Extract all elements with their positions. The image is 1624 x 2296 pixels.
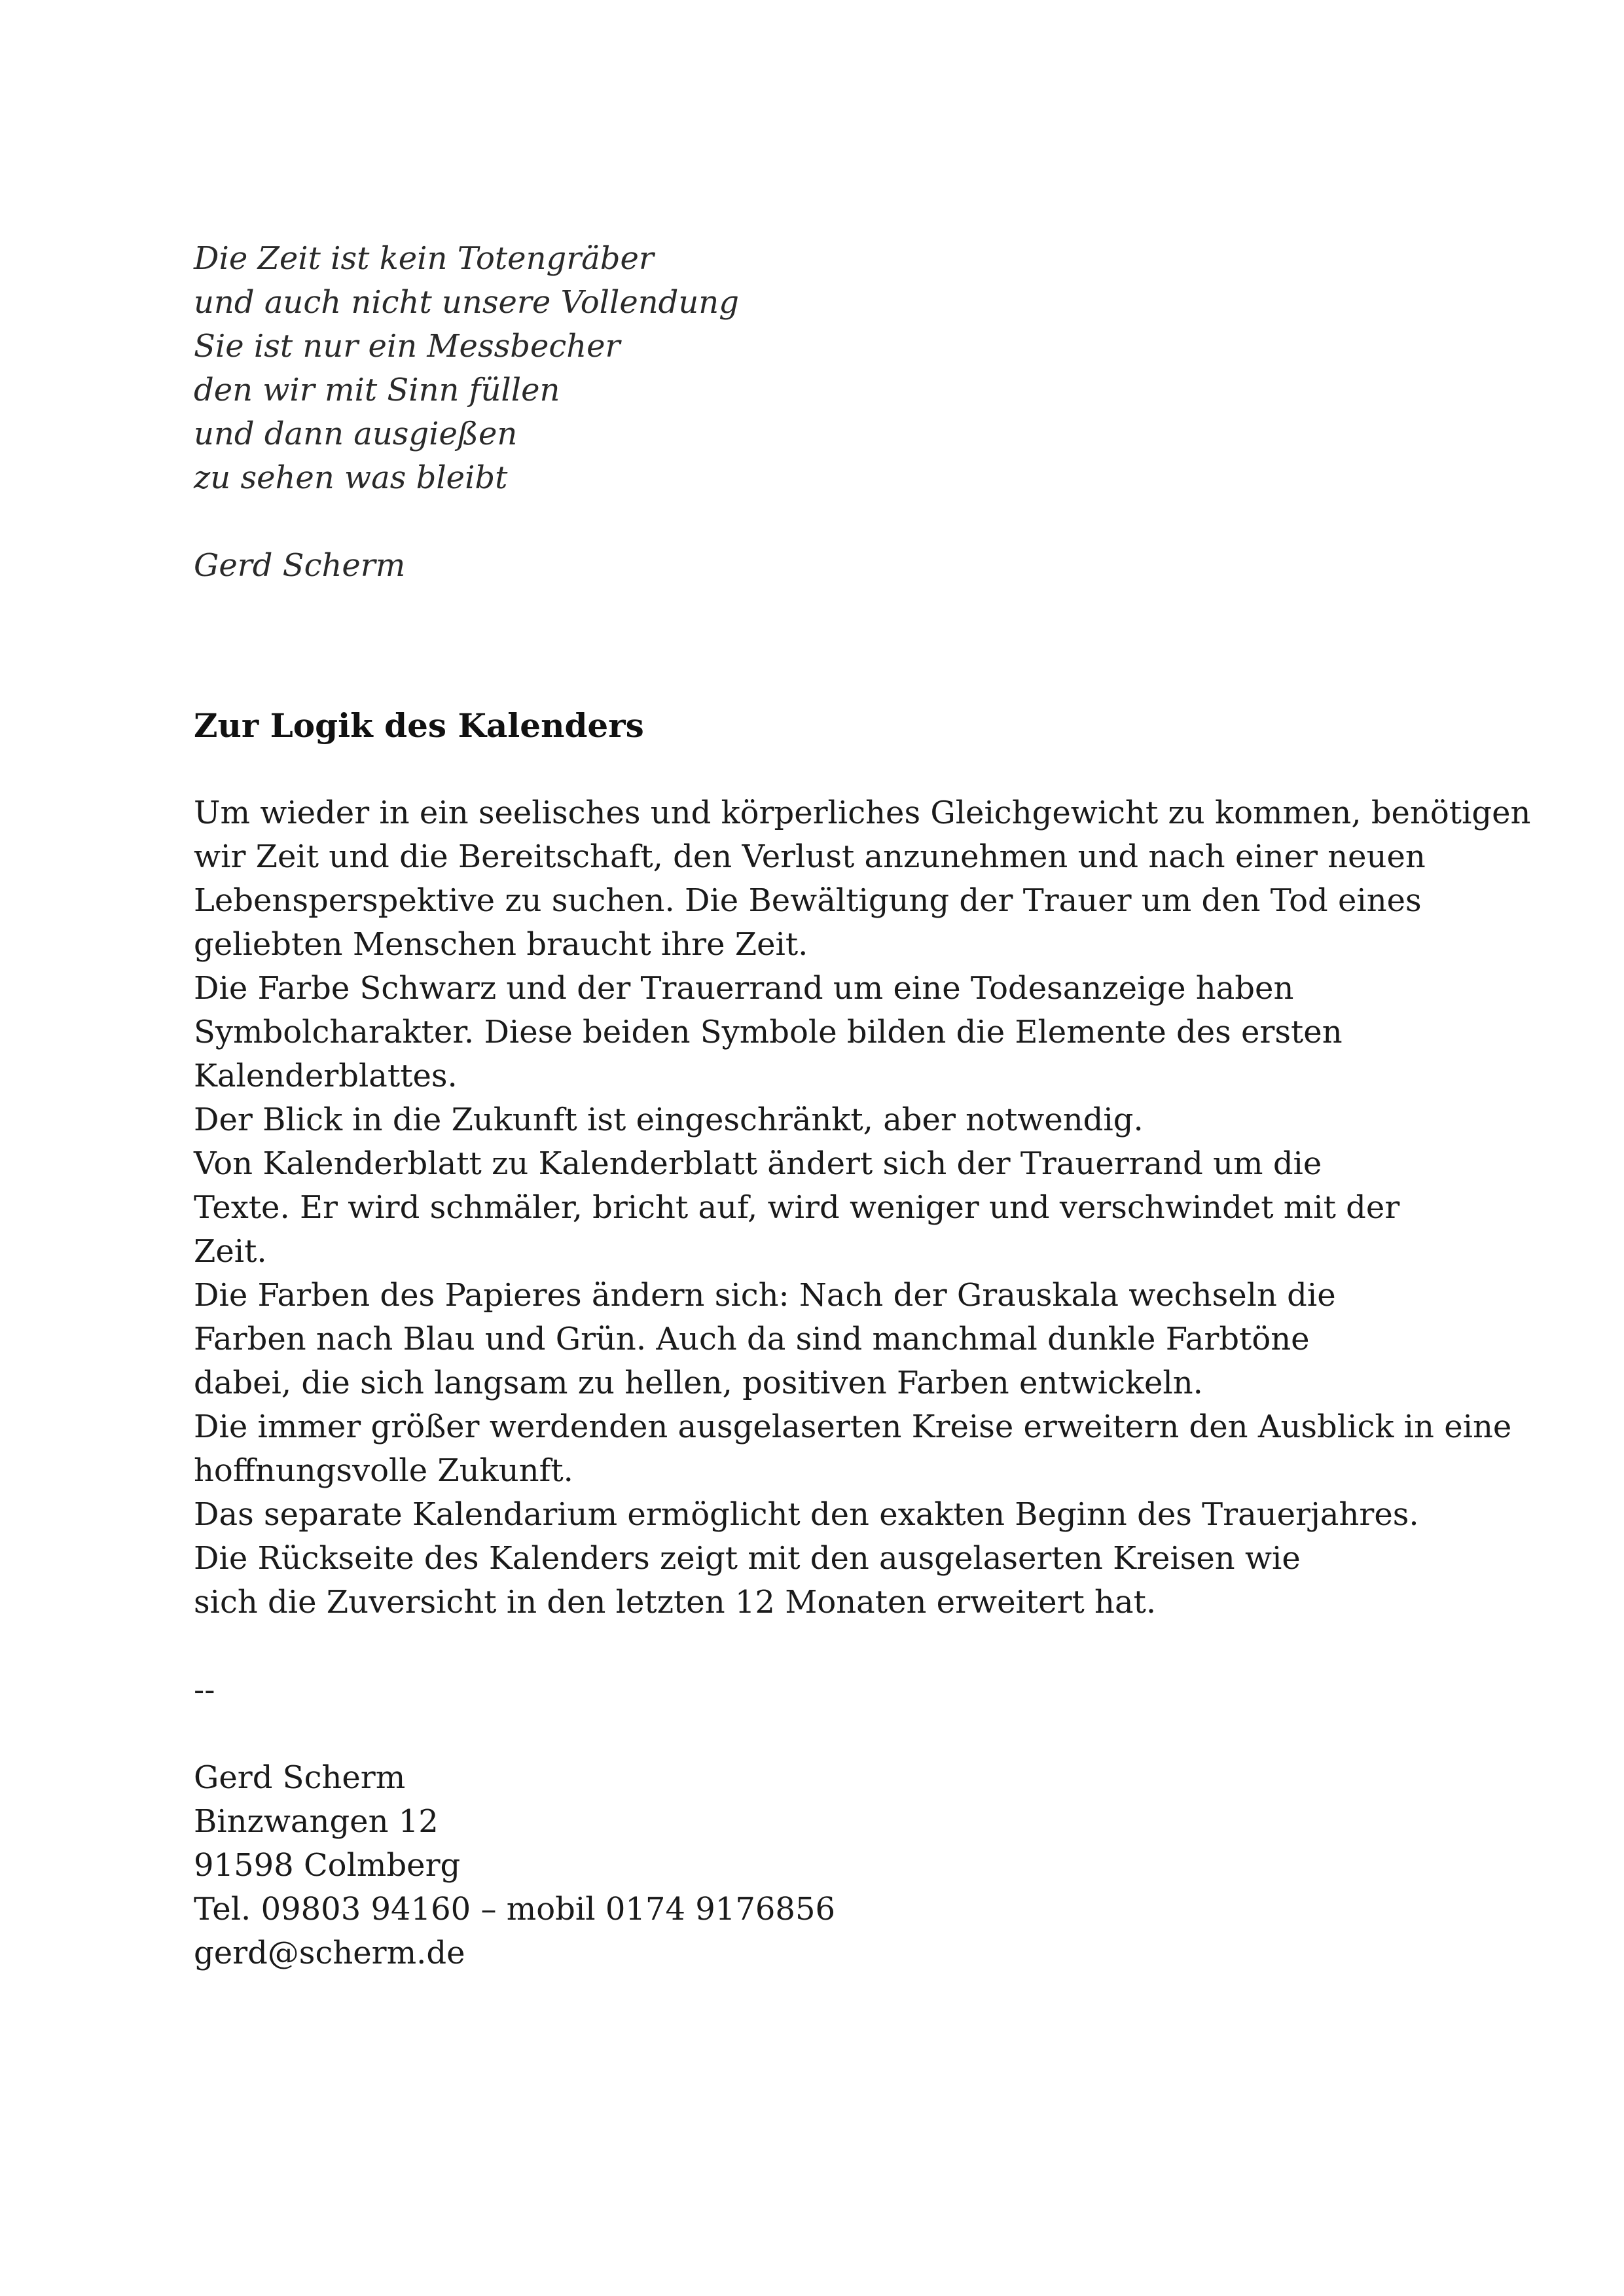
contact-name: Gerd Scherm (194, 1759, 406, 1796)
poem-line: und dann ausgießen (194, 416, 518, 452)
contact-email: gerd@scherm.de (194, 1935, 465, 1971)
poem-line: den wir mit Sinn füllen (194, 372, 560, 408)
contact-phone: Tel. 09803 94160 – mobil 0174 9176856 (194, 1891, 836, 1928)
body-line: Das separate Kalendarium ermöglicht den exakten Beginn des Trauerjahres. (194, 1496, 1419, 1533)
poem-author: Gerd Scherm (194, 547, 406, 584)
body-line: Von Kalenderblatt zu Kalenderblatt ändert sich der Trauerrand um die (194, 1145, 1322, 1182)
body-line: geliebten Menschen braucht ihre Zeit. (194, 926, 808, 963)
body-line: Um wieder in ein seelisches und körperliches Gleichgewicht zu kommen, benötigen (194, 795, 1531, 831)
poem-line: zu sehen was bleibt (194, 459, 508, 496)
contact-street: Binzwangen 12 (194, 1803, 439, 1840)
signature-separator: -- (194, 1672, 215, 1708)
body-line: Symbolcharakter. Diese beiden Symbole bilden die Elemente des ersten (194, 1014, 1343, 1050)
body-line: Die Farbe Schwarz und der Trauerrand um eine Todesanzeige haben (194, 970, 1294, 1007)
section-heading: Zur Logik des Kalenders (194, 706, 644, 745)
body-line: hoffnungsvolle Zukunft. (194, 1452, 573, 1489)
body-line: Farben nach Blau und Grün. Auch da sind manchmal dunkle Farbtöne (194, 1321, 1310, 1357)
body-line: Texte. Er wird schmäler, bricht auf, wird weniger und verschwindet mit der (194, 1189, 1400, 1226)
body-line: Zeit. (194, 1233, 267, 1270)
body-line: Die immer größer werdenden ausgelaserten Kreise erweitern den Ausblick in eine (194, 1408, 1512, 1445)
body-line: Die Rückseite des Kalenders zeigt mit den ausgelaserten Kreisen wie (194, 1540, 1301, 1577)
body-line: Kalenderblattes. (194, 1058, 458, 1094)
section-body (194, 791, 1531, 1624)
contact-block (194, 1756, 1470, 1975)
poem-line: Sie ist nur ein Messbecher (194, 328, 621, 365)
body-line: Die Farben des Papieres ändern sich: Nach der Grauskala wechseln die (194, 1277, 1336, 1314)
poem-line: Die Zeit ist kein Totengräber (194, 240, 654, 277)
contact-city: 91598 Colmberg (194, 1847, 461, 1884)
page-content (194, 237, 1531, 1975)
body-line: dabei, die sich langsam zu hellen, positiven Farben entwickeln. (194, 1365, 1203, 1401)
body-line: Lebensperspektive zu suchen. Die Bewältigung der Trauer um den Tod eines (194, 882, 1422, 919)
poem (194, 237, 1470, 588)
body-line: wir Zeit und die Bereitschaft, den Verlust anzunehmen und nach einer neuen (194, 838, 1426, 875)
poem-line: und auch nicht unsere Vollendung (194, 284, 739, 321)
body-line: sich die Zuversicht in den letzten 12 Monaten erweitert hat. (194, 1584, 1157, 1621)
body-line: Der Blick in die Zukunft ist eingeschränkt, aber notwendig. (194, 1102, 1144, 1138)
